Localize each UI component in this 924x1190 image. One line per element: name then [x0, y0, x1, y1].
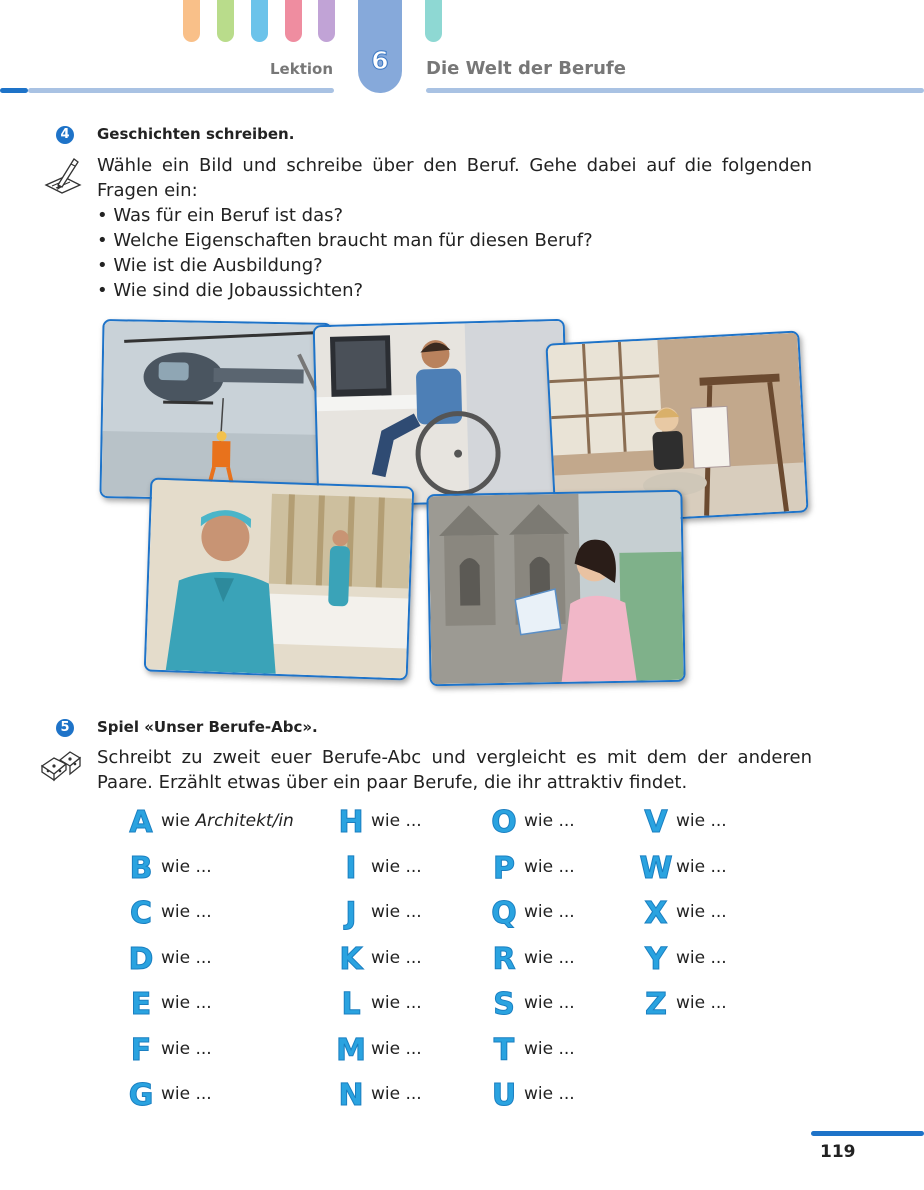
abc-letter: O — [491, 805, 517, 840]
abc-text: wie ... — [371, 1038, 422, 1059]
task5-instruction-line1: Schreibt zu zweit euer Berufe-Abc und vergleicht es mit dem der anderen — [97, 747, 812, 768]
abc-text: wie ... — [524, 811, 575, 831]
abc-text: wie ... — [161, 1038, 212, 1059]
abc-letter: W — [639, 850, 673, 886]
abc-text: wie ... — [524, 856, 575, 877]
abc-letter: U — [491, 1078, 517, 1113]
abc-text: wie ... — [676, 811, 727, 831]
abc-letter: K — [339, 941, 363, 977]
abc-letter: F — [130, 1032, 152, 1068]
footer-rule — [811, 1131, 924, 1136]
abc-text: wie ... — [371, 993, 422, 1013]
abc-example: Architekt/in — [195, 811, 294, 831]
abc-letter: L — [341, 987, 361, 1022]
chapter-number: 6 — [371, 46, 389, 75]
abc-text: wie ... — [161, 947, 212, 968]
task5-title: Spiel «Unser Berufe-Abc». — [97, 718, 318, 736]
abc-text: wie ... — [676, 856, 727, 877]
header-rule-left — [28, 88, 334, 93]
abc-letter: S — [493, 987, 515, 1022]
task4-title: Geschichten schreiben. — [97, 125, 295, 143]
color-tab — [318, 0, 335, 42]
abc-letter: Q — [491, 896, 517, 931]
abc-letter: G — [128, 1078, 154, 1113]
color-tab — [217, 0, 234, 42]
abc-text: wie ... — [371, 856, 422, 877]
helicopter-rescue-photo — [99, 319, 332, 502]
abc-text: wie ... — [524, 947, 575, 968]
abc-letter: C — [129, 896, 153, 931]
wheelchair-computer-photo — [313, 319, 570, 508]
abc-letter: P — [493, 850, 515, 886]
abc-letter: N — [338, 1078, 364, 1113]
task4-number-badge: 4 — [56, 126, 74, 144]
abc-letter: B — [129, 850, 153, 886]
abc-text: wie ... — [161, 902, 212, 922]
chapter-title: Die Welt der Berufe — [426, 58, 626, 79]
question-item: • Was für ein Beruf ist das? — [97, 203, 593, 228]
task4-instruction-line2: Fragen ein: — [97, 180, 198, 201]
color-tabs — [0, 0, 924, 45]
task4-instruction — [97, 153, 812, 203]
abc-text: wie ... — [161, 1084, 212, 1104]
task4-question-list — [97, 203, 593, 303]
abc-text: wie ... — [371, 947, 422, 968]
color-tab — [425, 0, 442, 42]
abc-letter: Y — [645, 941, 667, 977]
color-tab — [183, 0, 200, 42]
chapter-tab — [358, 0, 402, 93]
abc-text: wie ... — [524, 1084, 575, 1104]
abc-letter: A — [129, 805, 153, 840]
abc-text: wie ... — [676, 993, 727, 1013]
abc-text: wie ... — [371, 902, 422, 922]
abc-letter: R — [492, 941, 516, 977]
question-item: • Wie ist die Ausbildung? — [97, 253, 593, 278]
abc-letter: J — [345, 896, 357, 931]
abc-text: wie ... — [371, 811, 422, 831]
tour-guide-photo — [426, 490, 685, 686]
abc-letter: Z — [645, 987, 667, 1022]
abc-text: wie ... — [371, 1084, 422, 1104]
header-rule-left-accent — [0, 88, 28, 93]
abc-letter: X — [644, 896, 668, 931]
task5-instruction-line2: Paare. Erzählt etwas über ein paar Berufe, die ihr attraktiv findet. — [97, 772, 688, 793]
abc-text: wie ... — [524, 1038, 575, 1059]
task4-instruction-line1: Wähle ein Bild und schreibe über den Beruf. Gehe dabei auf die folgenden — [97, 155, 812, 176]
abc-letter: D — [128, 941, 154, 977]
abc-text: wie ... — [676, 947, 727, 968]
page-number: 119 — [820, 1142, 856, 1162]
abc-text: wie ... — [524, 993, 575, 1013]
task5-number-badge: 5 — [56, 719, 74, 737]
abc-letter: M — [336, 1032, 366, 1068]
abc-letter: T — [493, 1032, 515, 1068]
abc-letter: I — [345, 850, 357, 886]
abc-text: wie ... — [161, 993, 212, 1013]
abc-letter: E — [130, 987, 152, 1022]
nurse-hospital-photo — [144, 477, 415, 680]
abc-text: wie ... — [676, 902, 727, 922]
color-tab — [285, 0, 302, 42]
question-item: • Wie sind die Jobaussichten? — [97, 278, 593, 303]
dice-icon — [40, 748, 82, 788]
header-rule-right — [426, 88, 924, 93]
abc-text — [161, 811, 294, 831]
abc-letter: V — [644, 805, 668, 840]
abc-letter: H — [338, 805, 364, 840]
pen-writing-icon — [44, 155, 82, 201]
abc-text: wie ... — [161, 856, 212, 877]
lektion-label: Lektion — [270, 60, 334, 78]
question-item: • Welche Eigenschaften braucht man für diesen Beruf? — [97, 228, 593, 253]
task5-instruction — [97, 745, 812, 795]
abc-prefix: wie — [161, 811, 196, 831]
abc-text: wie ... — [524, 902, 575, 922]
color-tab — [251, 0, 268, 42]
